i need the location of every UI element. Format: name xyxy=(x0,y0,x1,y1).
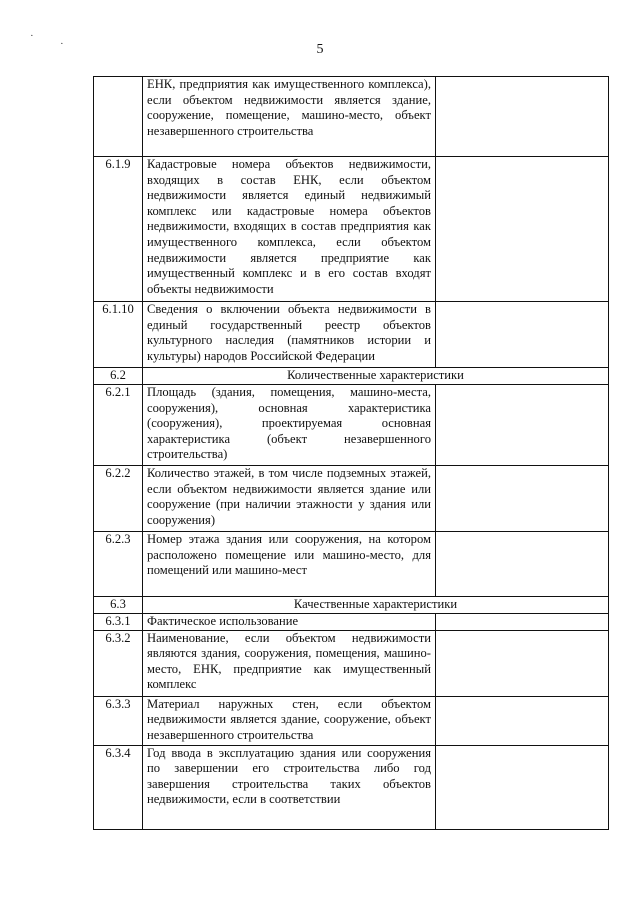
characteristic-description: Кадастровые номера объектов недвижимости, входящих в состав ЕНК, если объектом недвижимости является единый недвижимый комплекс или кадастровые номера объектов недвижимости, входящих в состав предприятия как имущественного комплекса, если объектом недвижимости является предприятие как имущественный комплекс и в его состав входят объекты недвижимости xyxy=(143,157,436,302)
row-number: 6.3.2 xyxy=(94,630,143,696)
page-number: 5 xyxy=(316,42,324,57)
value-cell xyxy=(436,302,609,368)
characteristic-description: ЕНК, предприятия как имущественного комплекса), если объектом недвижимости является здание, сооружение, помещение, машино-место, объект незавершенного строительства xyxy=(143,77,436,157)
value-cell xyxy=(436,77,609,157)
scan-mark: · xyxy=(30,30,34,42)
table-row xyxy=(94,302,609,368)
table-row xyxy=(94,630,609,696)
table-row xyxy=(94,532,609,597)
characteristic-description: Номер этажа здания или сооружения, на котором расположено помещение или машино-место, для помещений или машино-мест xyxy=(143,532,436,597)
row-number: 6.3.1 xyxy=(94,613,143,630)
characteristic-description: Фактическое использование xyxy=(143,613,436,630)
row-number: 6.3 xyxy=(94,597,143,614)
value-cell xyxy=(436,630,609,696)
scan-mark: · xyxy=(60,38,64,50)
value-cell xyxy=(436,466,609,532)
characteristic-description: Год ввода в эксплуатацию здания или сооружения по завершении его строительства либо год завершения строительства таких объектов недвижимости, если в соответствии xyxy=(143,745,436,829)
section-row xyxy=(94,368,609,385)
row-number: 6.1.10 xyxy=(94,302,143,368)
row-number: 6.2 xyxy=(94,368,143,385)
row-number: 6.3.4 xyxy=(94,745,143,829)
characteristic-description: Площадь (здания, помещения, машино-места, сооружения), основная характеристика (сооружения), проектируемая основная характеристика (объект незавершенного строительства) xyxy=(143,385,436,466)
characteristic-description: Наименование, если объектом недвижимости являются здания, сооружения, помещения, машино-место, ЕНК, предприятие как имущественный комплекс xyxy=(143,630,436,696)
table-row xyxy=(94,77,609,157)
section-title: Качественные характеристики xyxy=(143,597,609,614)
value-cell xyxy=(436,613,609,630)
table-row xyxy=(94,745,609,829)
characteristics-table xyxy=(93,76,609,830)
value-cell xyxy=(436,696,609,745)
row-number: 6.3.3 xyxy=(94,696,143,745)
table-row xyxy=(94,157,609,302)
value-cell xyxy=(436,532,609,597)
row-number: 6.2.3 xyxy=(94,532,143,597)
value-cell xyxy=(436,385,609,466)
row-number xyxy=(94,77,143,157)
table-row xyxy=(94,385,609,466)
section-row xyxy=(94,597,609,614)
value-cell xyxy=(436,745,609,829)
row-number: 6.2.1 xyxy=(94,385,143,466)
characteristic-description: Количество этажей, в том числе подземных этажей, если объектом недвижимости является здание или сооружение (при наличии этажности у здания или сооружения) xyxy=(143,466,436,532)
table-row xyxy=(94,466,609,532)
section-title: Количественные характеристики xyxy=(143,368,609,385)
row-number: 6.2.2 xyxy=(94,466,143,532)
row-number: 6.1.9 xyxy=(94,157,143,302)
table-row xyxy=(94,696,609,745)
table-row xyxy=(94,613,609,630)
characteristic-description: Материал наружных стен, если объектом недвижимости является здание, сооружение, объект незавершенного строительства xyxy=(143,696,436,745)
characteristic-description: Сведения о включении объекта недвижимости в единый государственный реестр объектов культурного наследия (памятников истории и культуры) народов Российской Федерации xyxy=(143,302,436,368)
value-cell xyxy=(436,157,609,302)
